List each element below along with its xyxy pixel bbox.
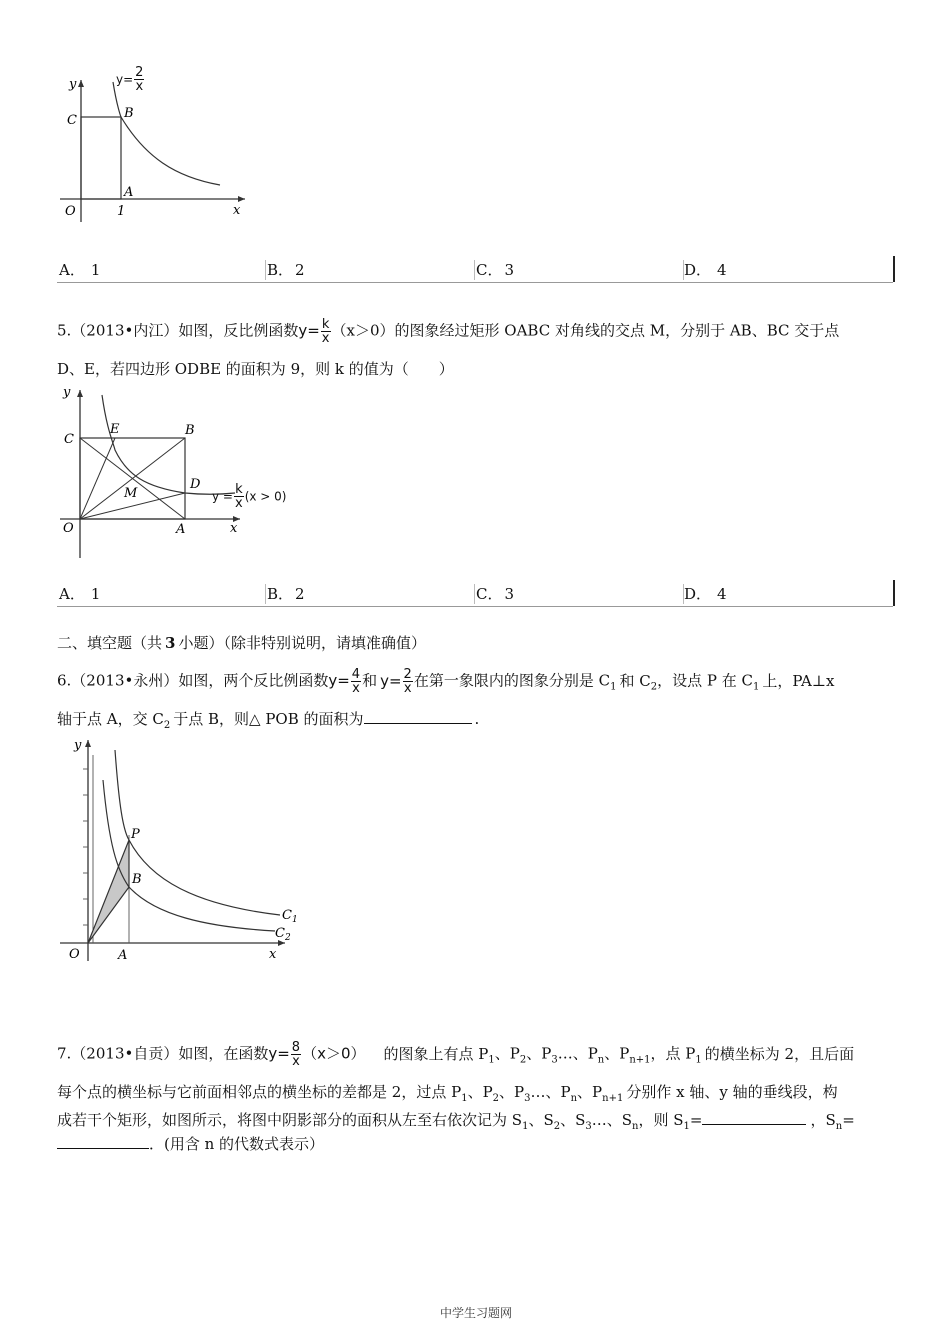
fig5-label-y: y: [63, 385, 71, 400]
q7-line4: ．(用含 n 的代数式表示）: [57, 1134, 324, 1154]
fig6-label-P: P: [131, 827, 140, 842]
fig5-label-B: B: [185, 423, 195, 438]
fig4-label-y: y: [69, 77, 77, 92]
q7-answer-blank-sn[interactable]: [57, 1148, 149, 1149]
fig4-label-x: x: [233, 203, 241, 218]
q5-line2: D、E，若四边形 ODBE 的面积为 9，则 k 的值为（ ）: [57, 360, 454, 378]
fig5-label-O: O: [63, 521, 74, 536]
q4-options-row: [57, 258, 893, 283]
q7-answer-blank-s1[interactable]: [702, 1124, 806, 1125]
figure-q5-graph: [55, 380, 300, 560]
fig5-label-x: x: [230, 521, 238, 536]
figure-q6-graph: [55, 735, 300, 965]
q7-line2: 每个点的横坐标与它前面相邻点的横坐标的差都是 2，过点 $P_1$、$P_2$、$P_3\dots$、$P_n$、$P_{n+1}$ 分别作 x 轴、y 轴的垂线段，构: [57, 1083, 838, 1104]
figure-q4-graph: [55, 62, 255, 227]
q7-line3: 成若干个矩形，如图所示，将图中阴影部分的面积从左至右依次记为 $S_1$、$S_2$、$S_3\dots$、$S_n$，则 $S_1=$ ，$S_n=$: [57, 1111, 855, 1132]
q7-line1: 7.（2013•自贡）如图，在函数y= $\frac{8}{x}$ （x＞0） 的图象上有点 $P_1$、$P_2$、$P_3\dots$、$P_n$、$P_{n+1}$，点 $P_1$ 的横坐标为 2，且后面: [57, 1040, 855, 1069]
fig5-equation: y = $\frac{k}{x}$ (x > 0): [212, 482, 287, 511]
fig6-label-C1: $C_1$: [282, 908, 298, 925]
section2-title: 二、填空题（共 3 小题）（除非特别说明，请填准确值）: [57, 634, 426, 652]
q6-line2: 轴于点 A，交 $C_2$ 于点 B，则△ POB 的面积为 .: [57, 710, 480, 731]
q4-option-b[interactable]: B． 2: [267, 261, 305, 279]
page-footer: 中学生习题网: [440, 1306, 513, 1320]
fig6-label-C2: $C_2$: [275, 926, 291, 943]
q6-line1: 6.（2013•永州）如图，两个反比例函数y= $\frac{4}{x}$ 和 y= $\frac{2}{x}$ 在第一象限内的图象分别是 $C_1$ 和 $C_2$，设点 P 在 $C_1$ 上，PA⊥x: [57, 667, 835, 696]
q4-option-a[interactable]: A． 1: [59, 261, 101, 279]
q5-option-c[interactable]: C． 3: [476, 585, 515, 603]
q5-option-d[interactable]: D． 4: [684, 585, 727, 603]
q4-option-c[interactable]: C． 3: [476, 261, 515, 279]
q5-option-a[interactable]: A． 1: [59, 585, 101, 603]
fig4-equation: y= $\frac{2}{x}$: [116, 65, 144, 94]
q5-line1: 5.（2013•内江）如图，反比例函数y= $\frac{k}{x}$ （x＞0）的图象经过矩形 OABC 对角线的交点 M，分别于 AB、BC 交于点: [57, 317, 840, 346]
fig6-label-B: B: [132, 872, 142, 887]
q5-option-b[interactable]: B． 2: [267, 585, 305, 603]
fig5-label-C: C: [64, 432, 74, 447]
fig4-label-A: A: [124, 185, 134, 200]
fig6-label-O: O: [69, 947, 80, 962]
q4-option-d[interactable]: D． 4: [684, 261, 727, 279]
q6-answer-blank[interactable]: [364, 723, 472, 724]
fig5-label-A: A: [176, 522, 186, 537]
q5-options-row: [57, 582, 893, 607]
fig5-label-E: E: [110, 422, 120, 437]
fig4-label-C: C: [67, 113, 77, 128]
fig5-label-D: D: [190, 477, 201, 492]
fig5-label-M: M: [124, 486, 138, 501]
fig6-label-y: y: [74, 738, 82, 753]
fig4-label-one: 1: [117, 204, 126, 219]
fig6-label-A: A: [118, 948, 128, 963]
fig6-label-x: x: [269, 947, 277, 962]
fig4-label-O: O: [65, 204, 76, 219]
fig4-label-B: B: [124, 106, 134, 121]
